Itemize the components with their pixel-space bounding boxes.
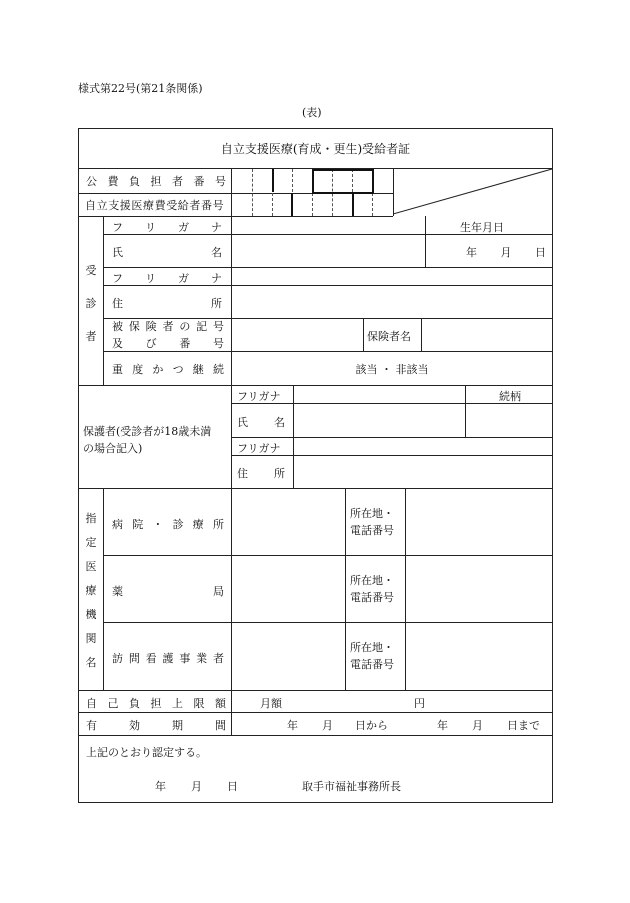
patient-section-label: 受 診 者: [85, 264, 97, 343]
guardian-name-label: 氏 名: [237, 416, 285, 429]
issue-year: 年: [155, 780, 166, 793]
guardian-label: 保護者(受診者が18歳未満 の場合記入): [83, 425, 212, 455]
insured-symbol-label: 被 保 険 者 の 記 号 及 び 番 号: [112, 320, 224, 350]
hospital-location-label: 所在地・ 電話番号: [350, 507, 394, 537]
valid-to-day: 日まで: [507, 719, 540, 732]
issuer-name: 取手市福祉事務所長: [302, 780, 401, 793]
pharmacy-location-label: 所在地・ 電話番号: [350, 574, 394, 604]
valid-from-month: 月: [322, 719, 333, 732]
monthly-label: 月額: [260, 697, 282, 710]
patient-furigana-label: フ リ ガ ナ: [112, 221, 222, 234]
issue-day: 日: [227, 780, 238, 793]
payer-number-label: 公 費 負 担 者 番 号: [86, 175, 226, 188]
valid-from-day: 日から: [355, 719, 388, 732]
patient-address-label: 住 所: [112, 297, 222, 310]
validity-label: 有 効 期 間: [86, 719, 226, 732]
birth-date-fields: 年 月 日: [466, 246, 546, 259]
issue-month: 月: [191, 780, 202, 793]
nursing-label: 訪 問 看 護 事 業 者: [112, 652, 224, 665]
valid-to-year: 年: [437, 719, 448, 732]
diagonal-line: [393, 168, 553, 216]
form-number: 様式第22号(第21条関係): [78, 82, 203, 95]
birth-date-label: 生年月日: [460, 221, 504, 234]
certify-text: 上記のとおり認定する。: [86, 746, 207, 759]
valid-from-year: 年: [287, 719, 298, 732]
relation-label: 続柄: [499, 390, 521, 403]
severe-continuous-value: 該当 ・ 非該当: [355, 363, 429, 376]
yen-label: 円: [414, 697, 425, 710]
nursing-location-label: 所在地・ 電話番号: [350, 641, 394, 671]
patient-furigana2-label: フ リ ガ ナ: [112, 272, 222, 285]
pharmacy-label: 薬 局: [112, 585, 224, 598]
severe-continuous-label: 重 度 か つ 継 続: [112, 363, 224, 376]
limit-label: 自 己 負 担 上 限 額: [86, 697, 226, 710]
certificate-title: 自立支援医療(育成・更生)受給者証: [220, 142, 411, 156]
form-side: (表): [302, 106, 322, 119]
recipient-number-label: 自立支援医療費受給者番号: [85, 199, 225, 212]
guardian-furigana-label: フリガナ: [237, 390, 281, 403]
hospital-label: 病 院 ・ 診 療 所: [112, 518, 224, 531]
patient-name-label: 氏 名: [112, 246, 222, 259]
valid-to-month: 月: [472, 719, 483, 732]
institution-section-label: 指 定 医 療 機 関 名: [85, 512, 97, 669]
insurer-name-label: 保険者名: [367, 330, 411, 343]
guardian-furigana2-label: フリガナ: [237, 442, 281, 455]
guardian-address-label: 住 所: [237, 467, 285, 480]
